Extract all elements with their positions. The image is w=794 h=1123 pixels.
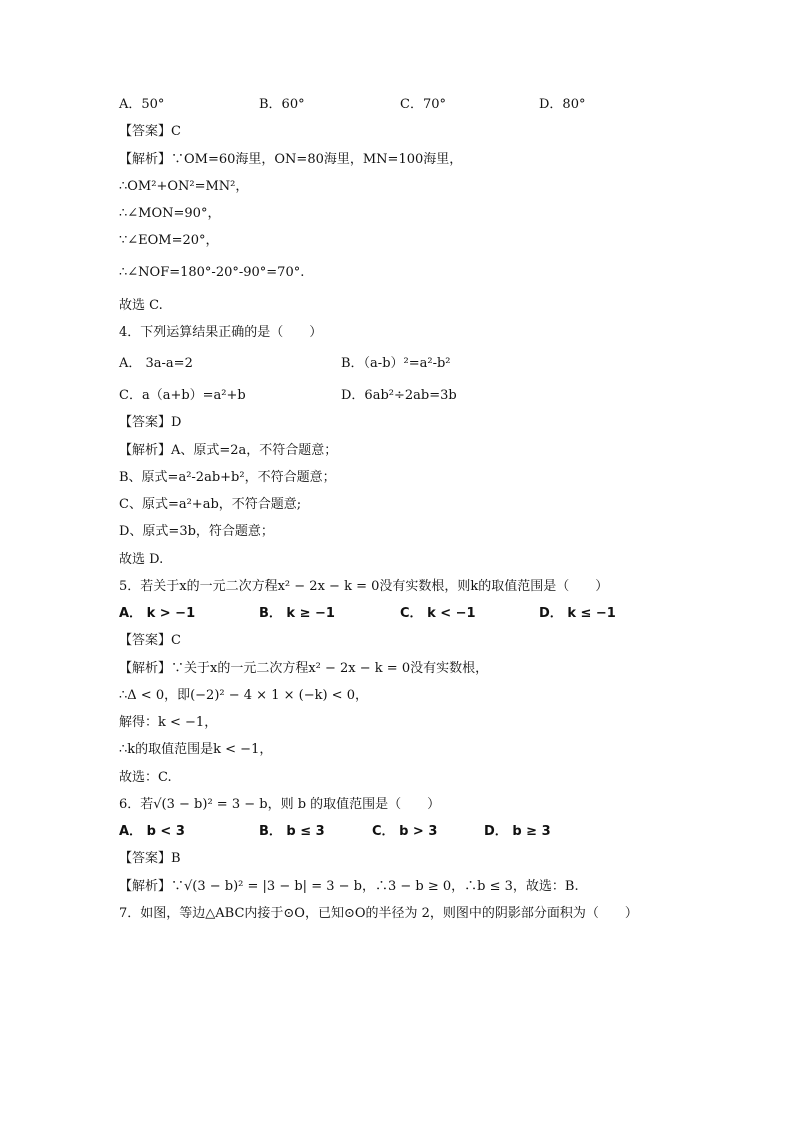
q5-stem: 5．若关于x的一元二次方程x² − 2x − k = 0没有实数根，则k的取值范围是（ ） <box>119 579 609 594</box>
q5-analysis-line: 解得：k < −1， <box>119 715 218 730</box>
q4-analysis-line: 【解析】A、原式=2a，不符合题意； <box>119 443 338 458</box>
q3-option-b: B．60° <box>259 97 305 112</box>
q4-option-d: D．6ab²÷2ab=3b <box>341 388 457 403</box>
q4-answer: 【答案】D <box>119 415 182 430</box>
q6-analysis: 【解析】∵√(3 − b)² = |3 − b| = 3 − b，∴3 − b ≥ 0，∴b ≤ 3，故选：B. <box>119 879 579 894</box>
q5-analysis-line: ∴Δ < 0，即(−2)² − 4 × 1 × (−k) < 0， <box>119 688 368 703</box>
q5-conclusion: 故选：C. <box>119 770 172 785</box>
q3-analysis-line: ∴∠MON=90°， <box>119 206 221 221</box>
q3-analysis-line: ∴OM²+ON²=MN²， <box>119 179 249 194</box>
q3-option-c: C．70° <box>400 97 446 112</box>
q6-stem: 6．若√(3 − b)² = 3 − b，则 b 的取值范围是（ ） <box>119 797 441 812</box>
q4-option-a: A． 3a-a=2 <box>119 356 193 371</box>
q4-conclusion: 故选 D. <box>119 552 164 567</box>
q4-analysis-line: C、原式=a²+ab，不符合题意; <box>119 497 302 512</box>
q3-answer: 【答案】C <box>119 124 181 139</box>
q5-option-c: C． k < −1 <box>400 606 476 621</box>
q5-option-b: B． k ≥ −1 <box>259 606 335 621</box>
q3-option-d: D．80° <box>539 97 586 112</box>
q3-analysis-line: 【解析】∵OM=60海里，ON=80海里，MN=100海里， <box>119 152 463 167</box>
q6-option-c: C． b > 3 <box>372 824 438 839</box>
q4-analysis-line: B、原式=a²-2ab+b²，不符合题意； <box>119 470 336 485</box>
q6-option-a: A． b < 3 <box>119 824 185 839</box>
q5-option-a: A． k > −1 <box>119 606 196 621</box>
q3-option-a: A．50° <box>119 97 165 112</box>
q5-analysis-line: 【解析】∵关于x的一元二次方程x² − 2x − k = 0没有实数根， <box>119 661 489 676</box>
q5-option-d: D． k ≤ −1 <box>539 606 616 621</box>
q6-option-b: B． b ≤ 3 <box>259 824 325 839</box>
q3-analysis-line: ∴∠NOF=180°-20°-90°=70°. <box>119 265 305 280</box>
q4-analysis-line: D、原式=3b，符合题意； <box>119 524 274 539</box>
q4-option-c: C．a（a+b）=a²+b <box>119 388 246 403</box>
q5-analysis-line: ∴k的取值范围是k < −1， <box>119 742 273 757</box>
q5-answer: 【答案】C <box>119 633 181 648</box>
q6-answer: 【答案】B <box>119 851 181 866</box>
q4-option-b: B．（a-b）²=a²-b² <box>341 356 451 371</box>
q6-option-d: D． b ≥ 3 <box>484 824 551 839</box>
q7-stem: 7．如图，等边△ABC内接于⊙O，已知⊙O的半径为 2，则图中的阴影部分面积为（ ） <box>119 906 638 921</box>
q3-conclusion: 故选 C. <box>119 298 163 313</box>
q4-stem: 4．下列运算结果正确的是（ ） <box>119 325 323 340</box>
q3-analysis-line: ∵∠EOM=20°， <box>119 233 219 248</box>
